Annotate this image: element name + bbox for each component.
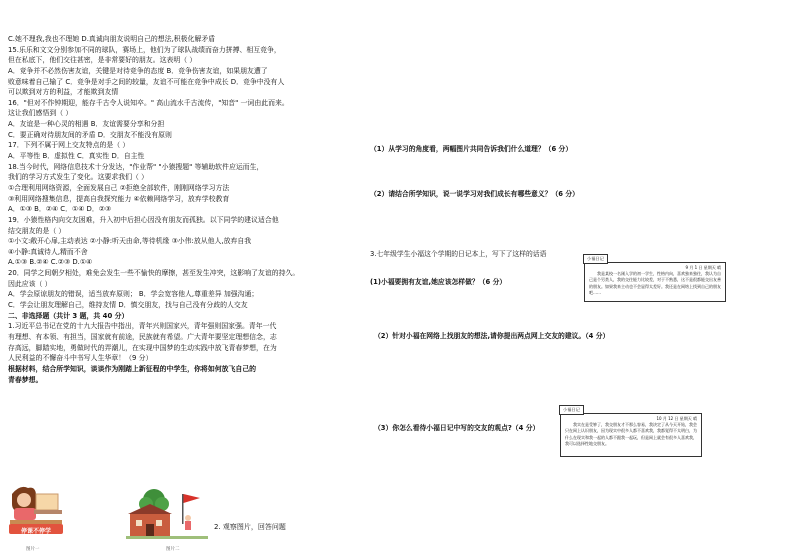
question-3-intro: 3.七年级学生小福这个学期的日记本上，写下了这样的话语 (370, 250, 547, 258)
question-2-label: 2. 观察图片，回答问题 (214, 523, 286, 531)
diary-box-2 (560, 407, 702, 457)
figure-two (126, 488, 208, 540)
text-line: 因此应该（ ） (8, 279, 52, 288)
text-line: 青春梦想。 (8, 375, 43, 384)
text-line: C.她不理我,我也不理她 D.真诚向朋友说明自己的想法,积极化解矛盾 (8, 35, 216, 43)
fig2-caption: 图片二 (166, 547, 180, 552)
figure-one (6, 480, 66, 535)
text-line: ①合理利用网络资源，全面发展自己 ②拒绝全部软件，刚刚网络学习方法 (8, 183, 230, 192)
text-line: 但在私底下，他们交往甚密，是非常要好的朋友。这表明（ ） (8, 56, 197, 65)
question-3-2: （2）针对小福在网络上找朋友的想法,请你提出两点网上交友的建议。（4 分） (374, 332, 610, 340)
question-3-1: (1)小福要拥有友谊,她应该怎样做？（6 分） (370, 278, 507, 286)
fig1-caption: 图片一 (26, 547, 40, 552)
text-line: 有理想、有本领、有担当，国家就有前途，民族就有希望。广大青年要坚定理想信念，志 (8, 332, 277, 341)
text-line: 19．小猿性格内向交友困难，升入初中后担心因没有朋友而孤独。以下同学的建议适合他 (8, 215, 279, 224)
text-line: A．①③ B．②④ C．①④ D．②③ (8, 205, 112, 214)
text-line: 二、非选择题（共计 3 题，共 40 分） (8, 311, 129, 320)
text-line: ①小文:敞开心扉,主动表达 ②小静:听天由命,等待机缘 ③小伟:放从他人,放弃自我 (8, 237, 252, 246)
text-line: 根据材料，结合所学知识，谈谈作为刚踏上新征程的中学生，你将如何放飞自己的 (8, 364, 257, 373)
text-line: 人民利益的不懈奋斗中书写人生华章！（9 分） (8, 354, 153, 363)
text-line: ③利用网络搜集信息，提高自我探究能力 ④依赖网络学习，放弃学校教育 (8, 194, 230, 203)
text-line: 16．"但对不作钟期迎，能存千古令人说知卒。" 高山流水千古流传，"知音" 一词由此而来。 (8, 98, 289, 107)
text-line: 20．同学之间朝夕相处，难免会发生一些不愉快的摩擦，甚至发生冲突，这影响了友谊的持久。 (8, 269, 300, 278)
text-line: A．平等性 B．虚拟性 C．真实性 D．自主性 (8, 152, 145, 161)
school-tree-illustration (126, 488, 208, 540)
diary-1-body: 我是某校一名刚入学的初一学生，性格内向，喜欢独来独往，我认为自己是个另类人，我的交往能力比较差，对于不熟悉，这不是很都能交出友善的朋友。如果我来主动也不会显得太差好。我还是在网络上找到自己的朋友吧…… (589, 271, 721, 295)
text-line: A．友谊是一种心灵的相遇 B．友谊需要分享和分担 (8, 120, 165, 129)
diary-1-date: 9 月 1 日 星期天 晴 (685, 265, 721, 270)
question-2-1: （1）从学习的角度看，两幅图片共同告诉我们什么道理？（6 分） (370, 145, 573, 153)
text-line: 存高远，脚踏实地，勇做时代的弄潮儿，在实现中国梦的生动实践中放飞青春梦想，在为 (8, 343, 277, 352)
text-line: 1.习近平总书记在党的十九大报告中指出，青年兴则国家兴，青年强则国家强。青年一代 (8, 322, 277, 331)
text-line: C．学会让朋友理解自己，维持友情 D．慎交朋友，找与自己没有分歧的人交友 (8, 301, 248, 310)
text-line: 18.当今时代，网络信息技术十分发达，"作业帮" "小猿搜题" 等辅助软件应运而生， (8, 162, 264, 171)
diary-2-body: 我实在是受够了，我交朋友才不那么容易，我决定了从今天开始，我会只在网上认识朋友，因为现实中很多人都不喜欢我，我都觉得不太明白，为什么在现实和我一起的人都不跟我一起玩，但是网上就会有很多人喜欢我，我可以选择性地交朋友。 (565, 422, 697, 446)
diary-2-tag: 小福日记 (559, 405, 584, 415)
text-line: 17．下列不属于网上交友特点的是（ ） (8, 141, 130, 150)
text-line: C．要正确对待朋友间的矛盾 D．交朋友不能没有原则 (8, 130, 172, 139)
text-line: 这让我们感悟到（ ） (8, 109, 73, 118)
diary-2-date: 10 月 12 日 星期天 晴 (656, 416, 697, 421)
text-line: A.①③ B.②④ C.②③ D.①④ (8, 258, 93, 267)
text-line: 可以欺到对方的利益，才能欺到友情 (8, 88, 119, 97)
text-line: A．竞争并不必然伤害友谊，关键是对待竞争的态度 B．竞争伤害友谊，如果朋友遭了 (8, 66, 268, 75)
text-line: A．学会原谅朋友的错误，适当放弃原则； B．学会宽容他人,尊重差异 加强沟通； (8, 290, 259, 299)
diary-box-1 (584, 256, 726, 302)
text-line: 15.乐乐和文文分别参加不同的球队，赛场上，他们为了球队战绩而奋力拼搏、相互竞争， (8, 45, 281, 54)
left-column (8, 34, 330, 385)
text-line: 我们的学习方式发生了变化。这要求我们（ ） (8, 173, 149, 182)
question-3-3: （3）你怎么看待小福日记中写的交友的观点?（4 分） (374, 424, 540, 432)
fig1-banner-text: 停课不停学 (20, 528, 51, 535)
text-line: ④小静:真诚待人,精而不舍 (8, 247, 88, 256)
text-line: 败意味着自己输了 C．竞争是对手之间的较量，友谊不可能在竞争中成长 D．竞争中没有人 (8, 77, 285, 86)
question-2-2: （2）请结合所学知识，说一说学习对我们成长有哪些意义？（6 分） (370, 190, 579, 198)
text-line: 结交朋友的是（ ） (8, 226, 66, 235)
diary-1-tag: 小福日记 (583, 254, 608, 264)
